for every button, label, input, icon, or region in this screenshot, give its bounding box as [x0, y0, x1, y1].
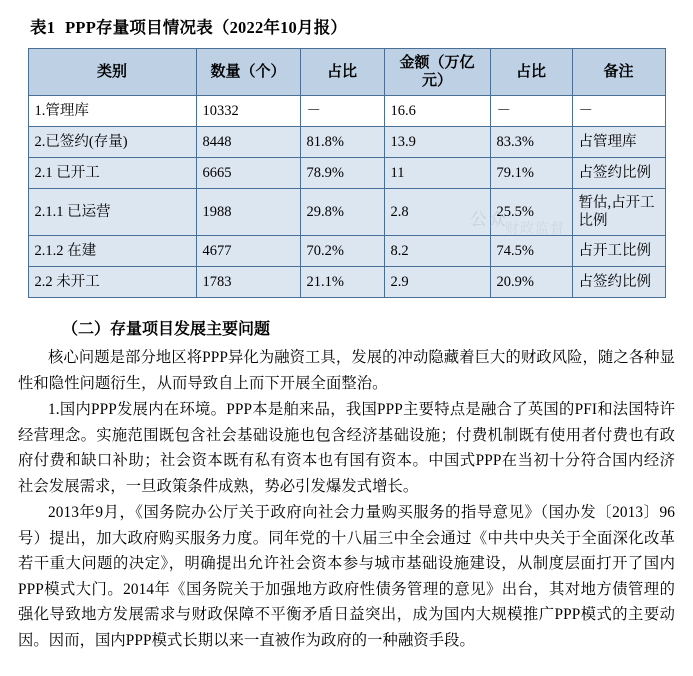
paragraph-domestic-environment: 1.国内PPP发展内在环境。PPP本是舶来品，我国PPP主要特点是融合了英国的PFI和法国特许经营理念。实施范围既包含社会基础设施也包含经济基础设施；付费机制既有使用者付费也有政府付费和缺口补助；社会资本既有私有资本也有国有资本。中国式PPP在当初十分符合国内经济社会发展需求，一旦政策条件成熟，势必引发爆发式增长。 — [18, 401, 675, 495]
cell-remark: － — [572, 96, 665, 127]
table-row — [28, 96, 665, 127]
cell-count-share: 78.9% — [300, 158, 384, 189]
watermark-text-1: 公众 — [470, 210, 508, 229]
cell-count: 1783 — [196, 267, 300, 298]
table-row — [28, 267, 665, 298]
cell-remark: 暂估,占开工比例 — [572, 189, 665, 236]
cell-count-share: － — [300, 96, 384, 127]
cell-count: 8448 — [196, 127, 300, 158]
cell-count: 10332 — [196, 96, 300, 127]
cell-category: 2.2 未开工 — [28, 267, 196, 298]
cell-amount-share: 83.3% — [490, 127, 572, 158]
cell-count-share: 21.1% — [300, 267, 384, 298]
cell-amount-share: － — [490, 96, 572, 127]
cell-category: 1.管理库 — [28, 96, 196, 127]
cell-count: 1988 — [196, 189, 300, 236]
table-body — [28, 96, 665, 298]
cell-count-share: 70.2% — [300, 236, 384, 267]
table-row — [28, 158, 665, 189]
cell-remark: 占管理库 — [572, 127, 665, 158]
cell-count-share: 81.8% — [300, 127, 384, 158]
column-header-amount-share: 占比 — [490, 49, 572, 96]
table-header-row — [28, 49, 665, 96]
column-header-count: 数量（个） — [196, 49, 300, 96]
cell-category: 2.1 已开工 — [28, 158, 196, 189]
cell-category: 2.1.2 在建 — [28, 236, 196, 267]
table-row — [28, 127, 665, 158]
cell-remark: 占签约比例 — [572, 158, 665, 189]
cell-amount-share: 74.5% — [490, 236, 572, 267]
table-row — [28, 189, 665, 236]
watermark-text-2: 财政监督 — [505, 220, 565, 236]
section-heading: （二）存量项目发展主要问题 — [62, 321, 271, 338]
cell-count-share: 29.8% — [300, 189, 384, 236]
column-header-count-share: 占比 — [300, 49, 384, 96]
cell-remark: 占签约比例 — [572, 267, 665, 298]
table-row — [28, 236, 665, 267]
table-header — [28, 49, 665, 96]
column-header-category: 类别 — [28, 49, 196, 96]
cell-remark: 占开工比例 — [572, 236, 665, 267]
paragraph-policy-history: 2013年9月，《国务院办公厅关于政府向社会力量购买服务的指导意见》（国办发〔2013〕96号）提出，加大政府购买服务力度。同年党的十八届三中全会通过《中共中央关于全面深化改革若干重大问题的决定》，明确提出允许社会资本参与城市基础设施建设，从制度层面打开了国内PPP模式大门。2014年《国务院关于加强地方政府性债务管理的意见》出台，其对地方债管理的强化导致地方发展需求与财政保障不平衡矛盾日益突出，成为国内大规模推广PPP模式的主要动因。因而，国内PPP模式长期以来一直被作为政府的一种融资手段。 — [18, 504, 675, 649]
table-caption-title: PPP存量项目情况表（2022年10月报） — [65, 18, 348, 37]
column-header-remark: 备注 — [572, 49, 665, 96]
table-caption-label: 表1 — [30, 18, 56, 37]
cell-amount-share: 25.5% — [490, 189, 572, 236]
cell-category: 2.已签约(存量) — [28, 127, 196, 158]
cell-amount: 13.9 — [384, 127, 490, 158]
table-caption — [30, 14, 675, 38]
ppp-stock-project-table — [28, 48, 666, 298]
cell-amount: 2.9 — [384, 267, 490, 298]
cell-amount: 2.8 — [384, 189, 490, 236]
paragraph-core-issue: 核心问题是部分地区将PPP异化为融资工具，发展的冲动隐藏着巨大的财政风险，随之各种显性和隐性问题衍生，从而导致自上而下开展全面整治。 — [18, 349, 675, 392]
cell-amount-share: 20.9% — [490, 267, 572, 298]
cell-amount: 16.6 — [384, 96, 490, 127]
cell-amount: 8.2 — [384, 236, 490, 267]
cell-count: 4677 — [196, 236, 300, 267]
cell-category: 2.1.1 已运营 — [28, 189, 196, 236]
cell-count: 6665 — [196, 158, 300, 189]
cell-amount-share: 79.1% — [490, 158, 572, 189]
column-header-amount: 金额（万亿元） — [384, 49, 490, 96]
cell-amount: 11 — [384, 158, 490, 189]
